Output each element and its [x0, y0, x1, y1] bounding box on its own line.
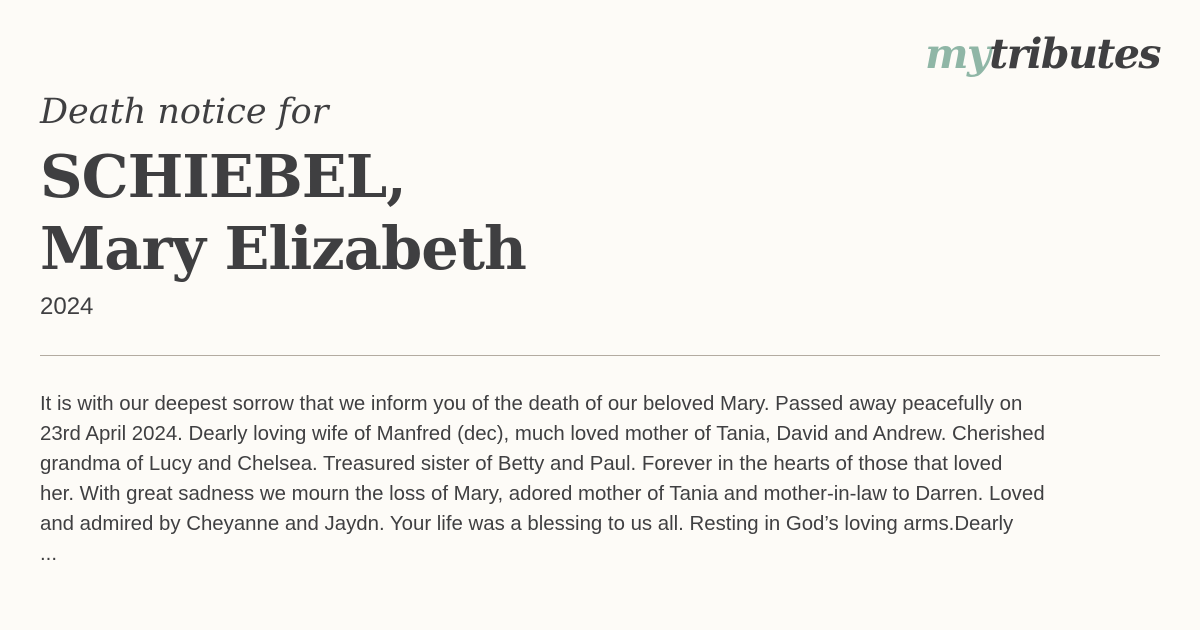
- notice-year: 2024: [40, 293, 94, 320]
- deceased-name: [40, 141, 526, 285]
- death-notice-heading: Death notice for: [40, 92, 329, 132]
- notice-ellipsis: ...: [40, 543, 57, 565]
- notice-line: grandma of Lucy and Chelsea. Treasured sister of Betty and Paul. Forever in the hearts of those that loved: [40, 453, 1003, 475]
- mytributes-logo[interactable]: [925, 30, 1160, 78]
- notice-line: her. With great sadness we mourn the loss of Mary, adored mother of Tania and mother-in-law to Darren. Loved: [40, 483, 1045, 505]
- notice-line: and admired by Cheyanne and Jaydn. Your life was a blessing to us all. Resting in God’s loving arms.Dearly: [40, 513, 1014, 535]
- notice-line: It is with our deepest sorrow that we inform you of the death of our beloved Mary. Passed away peacefully on: [40, 393, 1023, 415]
- deceased-given-names: Mary Elizabeth: [40, 214, 526, 283]
- deceased-surname: SCHIEBEL,: [40, 142, 406, 211]
- divider: [40, 355, 1160, 356]
- logo-my-text: my: [925, 30, 990, 78]
- notice-text: [40, 389, 1160, 569]
- logo-tributes-text: tributes: [989, 30, 1160, 78]
- notice-line: 23rd April 2024. Dearly loving wife of Manfred (dec), much loved mother of Tania, David and Andrew. Cherished: [40, 423, 1045, 445]
